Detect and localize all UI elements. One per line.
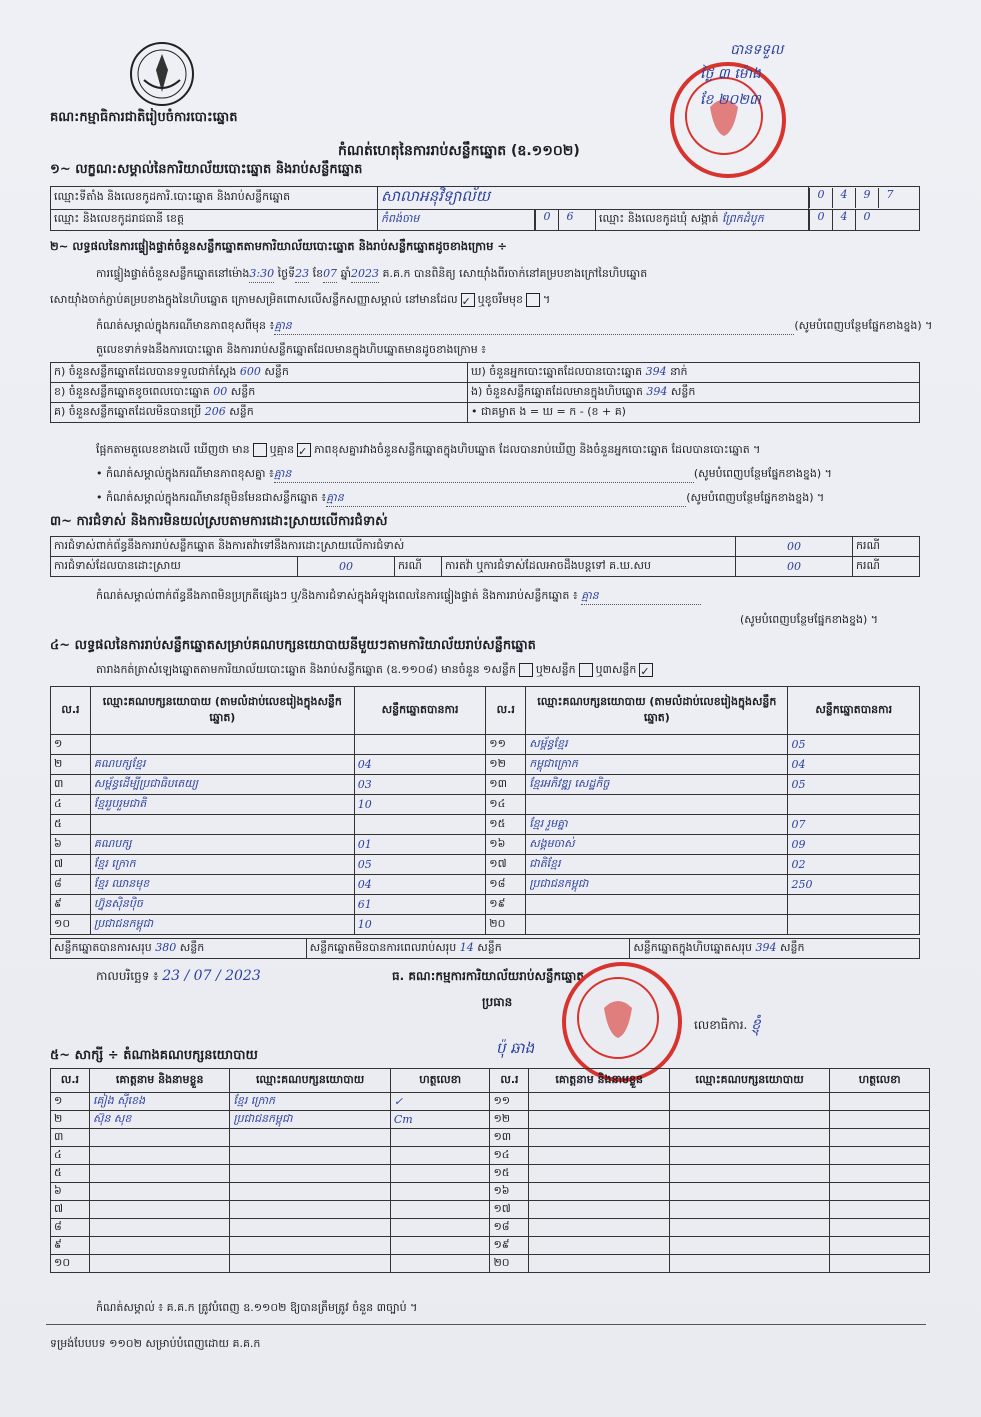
party-name: សង្គមចាស់ xyxy=(526,835,788,855)
col-no: ល.រ xyxy=(490,1069,529,1093)
table-row xyxy=(51,735,920,755)
table-row xyxy=(51,1111,930,1129)
witness-name xyxy=(89,1129,229,1147)
cambodia-emblem-icon xyxy=(128,40,196,108)
see-back-note: (សូមបំពេញបន្ថែមផ្នែកខាងខ្នង) ។ xyxy=(794,319,933,332)
witness-name xyxy=(529,1111,669,1129)
org-name: គណ:កម្មាធិការជាតិរៀបចំការបោះឆ្នោត xyxy=(50,110,238,125)
witness-signature xyxy=(390,1147,490,1165)
figure-label: ង) ចំនួនសន្លឹកឆ្នោតដែលមានក្នុងហិបឆ្នោត xyxy=(471,384,643,398)
table-row xyxy=(51,1219,930,1237)
discrepancy-text: ភាពខុសគ្នារវាងចំនួនសន្លឹកឆ្នោតក្នុងហិបឆ្នោត ដែលបានរាប់ឃើញ និងចំនួនអ្នកបោះឆ្នោត ដែលបានបោះឆ្នោត ។ xyxy=(314,443,761,456)
row-no: ៤ xyxy=(51,795,91,815)
row-no: ១១ xyxy=(486,735,526,755)
party-name: ប្រជាជនកម្ពុជា xyxy=(526,875,788,895)
row-no: ៤ xyxy=(51,1147,90,1165)
witness-party xyxy=(230,1129,390,1147)
col-no: ល.រ xyxy=(51,687,91,735)
figure-unit: សន្លឹក xyxy=(264,364,289,378)
sheet-unit: សន្លឹក xyxy=(477,940,502,954)
party-name: គណបក្ស xyxy=(90,835,354,855)
row-no: ១៤ xyxy=(490,1147,529,1165)
row-no: ១៦ xyxy=(490,1183,529,1201)
difference-note xyxy=(96,318,932,335)
check-text: ថ្ងៃទី xyxy=(277,267,296,280)
place-label: ឈ្មោះទីតាំង និងលេខកូដការិ.បោះឆ្នោត និងរាប់សន្លឹកឆ្នោត xyxy=(51,187,378,210)
row-no: ៩ xyxy=(51,895,91,915)
witness-name xyxy=(529,1201,669,1219)
tally-sheet-line xyxy=(96,662,656,678)
no-difference-checkbox[interactable]: ✓ xyxy=(297,443,311,457)
votes: 02 xyxy=(788,855,920,875)
objections-table xyxy=(50,536,920,577)
col-votes: សន្លឹកឆ្នោតបានការ xyxy=(354,687,486,735)
table-row xyxy=(51,795,920,815)
total-box-label: សន្លឹកឆ្នោតក្នុងហិបឆ្នោតសរុប xyxy=(633,940,753,954)
case-unit: ករណី xyxy=(395,557,442,577)
secretary-line xyxy=(694,1016,761,1033)
votes: 04 xyxy=(354,755,486,775)
totals-row xyxy=(50,938,920,959)
resolved-label: ការជំទាស់ដែលបានដោះស្រាយ xyxy=(51,557,298,577)
col-sign: ហត្ថលេខា xyxy=(830,1069,930,1093)
votes: 05 xyxy=(788,735,920,755)
row-no: ១៨ xyxy=(490,1219,529,1237)
row-no: ៦ xyxy=(51,1183,90,1201)
section-5-title: ៥~ សាក្សី ÷ តំណាងគណបក្សនយោបាយ xyxy=(50,1048,258,1063)
row-no: ១៩ xyxy=(490,1237,529,1255)
witness-name xyxy=(529,1219,669,1237)
section-1-table xyxy=(50,186,920,231)
witness-party xyxy=(669,1111,829,1129)
row-no: ៣ xyxy=(51,1129,90,1147)
figures-table xyxy=(50,362,920,423)
discrepancy-line xyxy=(96,442,760,458)
irregularity-label: កំណត់សម្គាល់ពាក់ព័ន្ធនឹងភាពមិនប្រក្រតីផ្សេងៗ ឬ/និងការជំទាស់ក្នុងអំឡុងពេលនៃការផ្ទៀងផ្ទាត់ និងការរាប់សន្លឹកឆ្នោត ៖ xyxy=(96,589,578,602)
table-row xyxy=(51,1201,930,1219)
party-name xyxy=(90,815,354,835)
witness-party xyxy=(669,1165,829,1183)
witness-signature xyxy=(830,1237,930,1255)
col-party: ឈ្មោះគណបក្សនយោបាយ xyxy=(230,1069,390,1093)
votes: 01 xyxy=(354,835,486,855)
discrepancy-text: ឬគ្មាន xyxy=(269,443,295,456)
damaged-checkbox[interactable] xyxy=(526,293,540,307)
voters-count: 394 xyxy=(645,364,667,378)
spoiled-ballots: 00 xyxy=(213,384,228,398)
witness-name xyxy=(529,1255,669,1273)
row-no: ២ xyxy=(51,755,91,775)
date-label: កាលបរិច្ឆេទ ៖ xyxy=(96,969,159,983)
witness-name xyxy=(529,1183,669,1201)
party-name: ខ្មែរ រួមគ្នា xyxy=(526,815,788,835)
witness-signature xyxy=(830,1183,930,1201)
figure-unit: សន្លឹក xyxy=(670,384,696,398)
total-valid: 380 xyxy=(155,940,177,954)
witness-party xyxy=(669,1201,829,1219)
irregularity-value: គ្មាន xyxy=(581,588,701,605)
place-code-digit: 7 xyxy=(878,188,901,208)
commune-label: ឈ្មោះ និងលេខកូដឃុំ សង្កាត់ xyxy=(599,212,719,225)
party-name: ខ្មែរ ឈានមុខ xyxy=(90,875,354,895)
see-back-note: (សូមបំពេញបន្ថែមផ្នែកខាងខ្នង) ។ xyxy=(693,467,832,480)
place-code-digit: 0 xyxy=(809,188,832,208)
party-name: ខ្មែររួបរួមជាតិ xyxy=(90,795,354,815)
row-no: ១៧ xyxy=(490,1201,529,1219)
witness-party xyxy=(230,1183,390,1201)
witness-name xyxy=(89,1237,229,1255)
footer-divider xyxy=(46,1324,926,1325)
votes: 250 xyxy=(788,875,920,895)
case-unit: ករណី xyxy=(853,537,920,557)
see-back-note: (សូមបំពេញបន្ថែមផ្នែកខាងខ្នង) ។ xyxy=(740,613,879,626)
col-party: ឈ្មោះគណបក្សនយោបាយ (តាមលំដាប់លេខរៀងក្នុងសន្លឹកឆ្នោត) xyxy=(90,687,354,735)
row-no: ១ xyxy=(51,735,91,755)
objection-label: ការជំទាស់ពាក់ព័ន្ធនឹងការរាប់សន្លឹកឆ្នោត និងការតវ៉ាទៅនឹងការដោះស្រាយលើការជំទាស់ xyxy=(51,537,736,557)
tally-text: ឬ២សន្លឹក xyxy=(535,663,576,676)
date-value: 23 / 07 / 2023 xyxy=(162,968,261,984)
table-row xyxy=(51,835,920,855)
witness-party: ខ្មែរ ក្រោក xyxy=(230,1093,390,1111)
section-1-title: ១~ លក្ខណ:សម្គាល់នៃការិយាល័យបោះឆ្នោត និងរាប់សន្លឹកឆ្នោត xyxy=(50,162,363,177)
figure-unit: សន្លឹក xyxy=(230,384,256,398)
witness-party xyxy=(230,1255,390,1273)
table-row xyxy=(51,1237,930,1255)
committee-label: ធ. គណ:កម្មការការិយាល័យរាប់សន្លឹកឆ្នោត xyxy=(392,969,584,983)
row-no: ១៦ xyxy=(486,835,526,855)
seal-text: សោយ៉ាំងចាក់ភ្ជាប់គម្របខាងក្នុងនៃហិបឆ្នោត ក្រោមសម្រិតពោសលើសន្លឹកសញ្ញាសម្គាល់ នៅមានដែល xyxy=(50,293,458,306)
province-code-digit: 6 xyxy=(558,210,581,230)
row-no: ៧ xyxy=(51,1201,90,1219)
table-row xyxy=(51,775,920,795)
witness-signature xyxy=(830,1165,930,1183)
row-no: ៧ xyxy=(51,855,91,875)
appeal-label: ការតវ៉ា ឬការជំទាស់ដែលអាចដឹងបន្តទៅ គ.ឃ.សប xyxy=(442,557,736,577)
row-no: ៣ xyxy=(51,775,91,795)
difference-label: កំណត់សម្គាល់ក្នុងករណីមានភាពខុសពីមុន ៖ xyxy=(96,319,275,332)
row-no: ១៩ xyxy=(486,895,526,915)
party-name: សម្ព័ន្ធខ្មែរ xyxy=(526,735,788,755)
row-no: ១ xyxy=(51,1093,90,1111)
row-no: ១៣ xyxy=(486,775,526,795)
col-sign: ហត្ថលេខា xyxy=(390,1069,490,1093)
seal-text: ឬខូចរឹមមុខ xyxy=(477,293,524,306)
row-no: ៥ xyxy=(51,815,91,835)
witness-signature xyxy=(830,1201,930,1219)
corner-note-2: ថ្ងៃ ៣ ម៉ោង xyxy=(700,66,761,82)
table-row xyxy=(51,1129,930,1147)
votes: 04 xyxy=(788,755,920,775)
row-no: ៦ xyxy=(51,835,91,855)
witness-signature xyxy=(390,1219,490,1237)
witness-signature: Cm xyxy=(390,1111,490,1129)
party-name xyxy=(90,735,354,755)
votes: 10 xyxy=(354,915,486,935)
commune-code-digit: 4 xyxy=(832,210,855,230)
intact-checkbox[interactable]: ✓ xyxy=(461,293,475,307)
figure-label: គ) ចំនួនសន្លឹកឆ្នោតដែលមិនបានប្រើ xyxy=(54,404,202,418)
figures-intro: តួលេខទាក់ទងនឹងការបោះឆ្នោត និងការរាប់សន្លឹកឆ្នោតដែលមានក្នុងហិបឆ្នោតមានដូចខាងក្រោម ៖ xyxy=(96,343,487,356)
table-row xyxy=(51,1165,930,1183)
check-text: ឆ្នាំ xyxy=(340,267,352,280)
col-votes: សន្លឹកឆ្នោតបានការ xyxy=(788,687,920,735)
witness-signature xyxy=(390,1201,490,1219)
total-invalid-label: សន្លឹកឆ្នោតមិនបានការពេលរាប់សរុប xyxy=(309,940,457,954)
check-text: គ.គ.ក បានពិនិត្យ សោយ៉ាំងពីរចាក់នៅគម្របខាងក្រៅនៃហិបឆ្នោត xyxy=(382,267,648,280)
witness-party xyxy=(230,1147,390,1165)
objection-count: 00 xyxy=(736,537,853,557)
votes xyxy=(788,795,920,815)
party-name xyxy=(526,795,788,815)
witness-signature xyxy=(830,1255,930,1273)
votes xyxy=(354,735,486,755)
witness-signature xyxy=(390,1165,490,1183)
row-no: ១២ xyxy=(486,755,526,775)
sheet-unit: សន្លឹក xyxy=(179,940,205,954)
table-row xyxy=(51,755,920,775)
party-name: កម្ពុជាក្រោក xyxy=(526,755,788,775)
table-row xyxy=(51,815,920,835)
resolved-count: 00 xyxy=(298,557,395,577)
date-line xyxy=(96,968,261,984)
party-name: ហ្វ៊ុនស៊ិនប៉ិច xyxy=(90,895,354,915)
irregularity-note xyxy=(96,588,701,605)
votes: 09 xyxy=(788,835,920,855)
row-no: ១០ xyxy=(51,915,91,935)
figure-label: ឃ) ចំនួនអ្នកបោះឆ្នោតដែលបានបោះឆ្នោត xyxy=(471,364,643,378)
votes: 61 xyxy=(354,895,486,915)
row-no: ១៧ xyxy=(486,855,526,875)
secretary-label: លេខាធិការ. xyxy=(694,1018,748,1032)
row-no: ៨ xyxy=(51,1219,90,1237)
witness-party xyxy=(669,1183,829,1201)
discrepancy-text: ផ្អែកតាមតួលេខខាងលើ ឃើញថា មាន xyxy=(96,443,250,456)
section-2-title: ២~ លទ្ធផលនៃការផ្ទៀងផ្ទាត់ចំនួនសន្លឹកឆ្នោតតាមការិយាល័យបោះឆ្នោត និងរាប់សន្លឹកឆ្នោតដូចខាងក្រោម ÷ xyxy=(50,239,508,253)
witness-name xyxy=(529,1129,669,1147)
party-name: ខ្មែរអភិវឌ្ឍ សេដ្ឋកិច្ច xyxy=(526,775,788,795)
appeal-count: 00 xyxy=(736,557,853,577)
check-day: 23 xyxy=(295,266,309,283)
row-no: ១៣ xyxy=(490,1129,529,1147)
case-unit: ករណី xyxy=(853,557,920,577)
row-no: ២ xyxy=(51,1111,90,1129)
party-name: ជាតិខ្មែរ xyxy=(526,855,788,875)
witness-party xyxy=(230,1201,390,1219)
witness-name: គៀង ស៊ីខេង xyxy=(89,1093,229,1111)
witness-name xyxy=(529,1147,669,1165)
bullet-label: • កំណត់សម្គាល់ក្នុងករណីមានភាពខុសគ្នា ៖ xyxy=(96,467,274,480)
witness-party xyxy=(230,1165,390,1183)
witness-party xyxy=(669,1093,829,1111)
total-valid-label: សន្លឹកឆ្នោតបានការសរុប xyxy=(54,940,152,954)
col-party: ឈ្មោះគណបក្សនយោបាយ (តាមលំដាប់លេខរៀងក្នុងសន្លឹកឆ្នោត) xyxy=(526,687,788,735)
witness-signature xyxy=(830,1111,930,1129)
party-name: ប្រជាជនកម្ពុជា xyxy=(90,915,354,935)
bullet-note-2 xyxy=(96,490,824,507)
witness-name xyxy=(89,1147,229,1165)
witness-party xyxy=(230,1219,390,1237)
bullet-label: • កំណត់សម្គាល់ក្នុងករណីមានវត្ថុមិនមែនជាសន្លឹកឆ្នោត ៖ xyxy=(96,491,327,504)
witness-name xyxy=(89,1165,229,1183)
row-no: ៥ xyxy=(51,1165,90,1183)
seal-paragraph: សោយ៉ាំងចាក់ភ្ជាប់គម្របខាងក្នុងនៃហិបឆ្នោត ក្រោមសម្រិតពោសលើសន្លឹកសញ្ញាសម្គាល់ នៅមានដែល ✓ ឬខូចរឹមមុខ ។ xyxy=(50,293,551,308)
col-name: គោត្តនាម និងនាមខ្លួន xyxy=(529,1069,669,1093)
total-invalid: 14 xyxy=(459,940,474,954)
province-value: កំពង់ចាម xyxy=(378,210,535,231)
witness-party xyxy=(669,1255,829,1273)
corner-note-1: បានទទួល xyxy=(730,42,784,58)
witness-party xyxy=(669,1147,829,1165)
witness-signature xyxy=(830,1093,930,1111)
witness-signature xyxy=(830,1219,930,1237)
figure-unit: នាក់ xyxy=(670,364,688,378)
three-sheet-checkbox[interactable]: ✓ xyxy=(639,663,653,677)
figure-label: ក) ចំនួនសន្លឹកឆ្នោតដែលបានទទួលជាក់ស្តែង xyxy=(54,364,237,378)
party-name: គណបក្សខ្មែរ xyxy=(90,755,354,775)
commune-code-digit: 0 xyxy=(855,210,878,230)
witness-signature: ✓ xyxy=(390,1093,490,1111)
table-row xyxy=(51,1147,930,1165)
bullet-value: គ្មាន xyxy=(326,490,686,507)
row-no: ១៨ xyxy=(486,875,526,895)
party-name: ខ្មែរ ក្រោក xyxy=(90,855,354,875)
tally-text: ឬ៣សន្លឹក xyxy=(595,663,637,676)
row-no: ១៥ xyxy=(490,1165,529,1183)
row-no: ១០ xyxy=(51,1255,90,1273)
row-no: ១៤ xyxy=(486,795,526,815)
row-no: ៨ xyxy=(51,875,91,895)
row-no: ៩ xyxy=(51,1237,90,1255)
votes: 03 xyxy=(354,775,486,795)
table-row xyxy=(51,855,920,875)
bullet-note-1 xyxy=(96,466,832,483)
votes: 05 xyxy=(354,855,486,875)
check-month: 07 xyxy=(323,266,337,283)
footer: ទម្រង់បែបបទ ១១០២ សម្រាប់បំពេញដោយ គ.គ.ក xyxy=(50,1337,261,1350)
place-value: សាលាអនុវិទ្យាល័យ xyxy=(378,187,809,210)
ballots-in-box: 394 xyxy=(646,384,668,398)
votes: 04 xyxy=(354,875,486,895)
place-code-digit: 4 xyxy=(832,188,855,208)
witness-name xyxy=(89,1219,229,1237)
row-no: ២០ xyxy=(490,1255,529,1273)
row-no: ១៥ xyxy=(486,815,526,835)
party-name: សម្ព័ន្ធដើម្បីប្រជាធិបតេយ្យ xyxy=(90,775,354,795)
table-row xyxy=(51,1183,930,1201)
witness-name xyxy=(529,1237,669,1255)
figure-unit: សន្លឹក xyxy=(229,404,254,418)
difference-value: គ្មាន xyxy=(274,318,794,335)
witness-party xyxy=(669,1219,829,1237)
witness-party xyxy=(669,1129,829,1147)
check-time: 3:30 xyxy=(249,266,274,283)
total-box: 394 xyxy=(755,940,777,954)
unused-ballots: 206 xyxy=(204,404,226,418)
sheet-unit: សន្លឹក xyxy=(780,940,805,954)
witness-party xyxy=(230,1237,390,1255)
witness-party xyxy=(669,1237,829,1255)
votes: 10 xyxy=(354,795,486,815)
check-paragraph xyxy=(96,266,647,283)
votes xyxy=(354,815,486,835)
form-title: កំណត់ហេតុនៃការរាប់សន្លឹកឆ្នោត (ឧ.១១០២) xyxy=(338,143,580,159)
witness-party: ប្រជាជនកម្ពុជា xyxy=(230,1111,390,1129)
row-no: ១២ xyxy=(490,1111,529,1129)
one-sheet-checkbox[interactable] xyxy=(519,663,533,677)
tally-text: តារាងកត់ត្រាសំឡេងឆ្នោតតាមការិយាល័យបោះឆ្នោត និងរាប់សន្លឹកឆ្នោត (ឧ.១១០៨) មានចំនួន ១សន្លឹក xyxy=(96,663,516,676)
commune-value: ព្រែកដំបូក xyxy=(722,212,764,225)
party-name xyxy=(526,895,788,915)
witness-name: ស៊ុន សុខ xyxy=(89,1111,229,1129)
votes xyxy=(788,895,920,915)
official-stamp-bottom xyxy=(562,962,682,1082)
witness-signature xyxy=(390,1129,490,1147)
witness-signature xyxy=(830,1129,930,1147)
witness-name xyxy=(89,1255,229,1273)
witness-name xyxy=(529,1165,669,1183)
table-row xyxy=(51,915,920,935)
votes: 07 xyxy=(788,815,920,835)
col-party: ឈ្មោះគណបក្សនយោបាយ xyxy=(669,1069,829,1093)
secretary-signature: ខ្ញុំ xyxy=(751,1015,761,1033)
witness-signature xyxy=(390,1237,490,1255)
results-table xyxy=(50,686,920,935)
witness-signature xyxy=(830,1147,930,1165)
witness-name xyxy=(89,1201,229,1219)
corner-note-3: ខែ ២០២៣ xyxy=(700,92,761,108)
table-row xyxy=(51,1093,930,1111)
chair-label: ប្រធាន xyxy=(482,995,513,1009)
votes: 05 xyxy=(788,775,920,795)
party-name xyxy=(526,915,788,935)
check-year: 2023 xyxy=(351,266,379,283)
commune-code-digit: 0 xyxy=(809,210,832,230)
votes xyxy=(788,915,920,935)
witness-signature xyxy=(390,1183,490,1201)
has-difference-checkbox[interactable] xyxy=(253,443,267,457)
check-text: ការផ្ទៀងផ្ទាត់ចំនួនសន្លឹកឆ្នោតនៅម៉ោង xyxy=(96,267,250,280)
col-name: គោត្តនាម និងនាមខ្លួន xyxy=(89,1069,229,1093)
received-ballots: 600 xyxy=(239,364,261,378)
col-no: ល.រ xyxy=(51,1069,90,1093)
table-row xyxy=(51,895,920,915)
check-text: ខែ xyxy=(312,267,324,280)
table-row xyxy=(51,1255,930,1273)
figure-label: ខ) ចំនួនសន្លឹកឆ្នោតខូចពេលបោះឆ្នោត xyxy=(54,384,210,398)
col-no: ល.រ xyxy=(486,687,526,735)
table-row xyxy=(51,875,920,895)
formula: • ជាគម្លាត ង = ឃ = ក - (ខ + គ) xyxy=(471,404,626,418)
row-no: ២០ xyxy=(486,915,526,935)
witness-name xyxy=(89,1183,229,1201)
two-sheet-checkbox[interactable] xyxy=(579,663,593,677)
province-label: ឈ្មោះ និងលេខកូដរាជធានី ខេត្ត xyxy=(51,210,378,231)
province-code-digit: 0 xyxy=(535,210,558,230)
chair-signature: ប៉ុ ឆាង xyxy=(496,1039,535,1057)
row-no: ១១ xyxy=(490,1093,529,1111)
see-back-note: (សូមបំពេញបន្ថែមផ្នែកខាងខ្នង) ។ xyxy=(686,491,825,504)
bullet-value: គ្មាន xyxy=(274,466,694,483)
section-4-title: ៤~ លទ្ធផលនៃការរាប់សន្លឹកឆ្នោតសម្រាប់គណបក្សនយោបាយនីមួយៗតាមការិយាល័យរាប់សន្លឹកឆ្នោត xyxy=(50,638,536,653)
witness-table xyxy=(50,1068,930,1273)
witness-name xyxy=(529,1093,669,1111)
witness-signature xyxy=(390,1255,490,1273)
place-code-digit: 9 xyxy=(855,188,878,208)
footnote: កំណត់សម្គាល់ ៖ គ.គ.ក ត្រូវបំពេញ ឧ.១១០២ ឱ្យបានត្រឹមត្រូវ ចំនួន ៣ច្បាប់ ។ xyxy=(96,1301,418,1314)
section-3-title: ៣~ ការជំទាស់ និងការមិនយល់ស្របតាមការដោះស្រាយលើការជំទាស់ xyxy=(50,514,388,529)
